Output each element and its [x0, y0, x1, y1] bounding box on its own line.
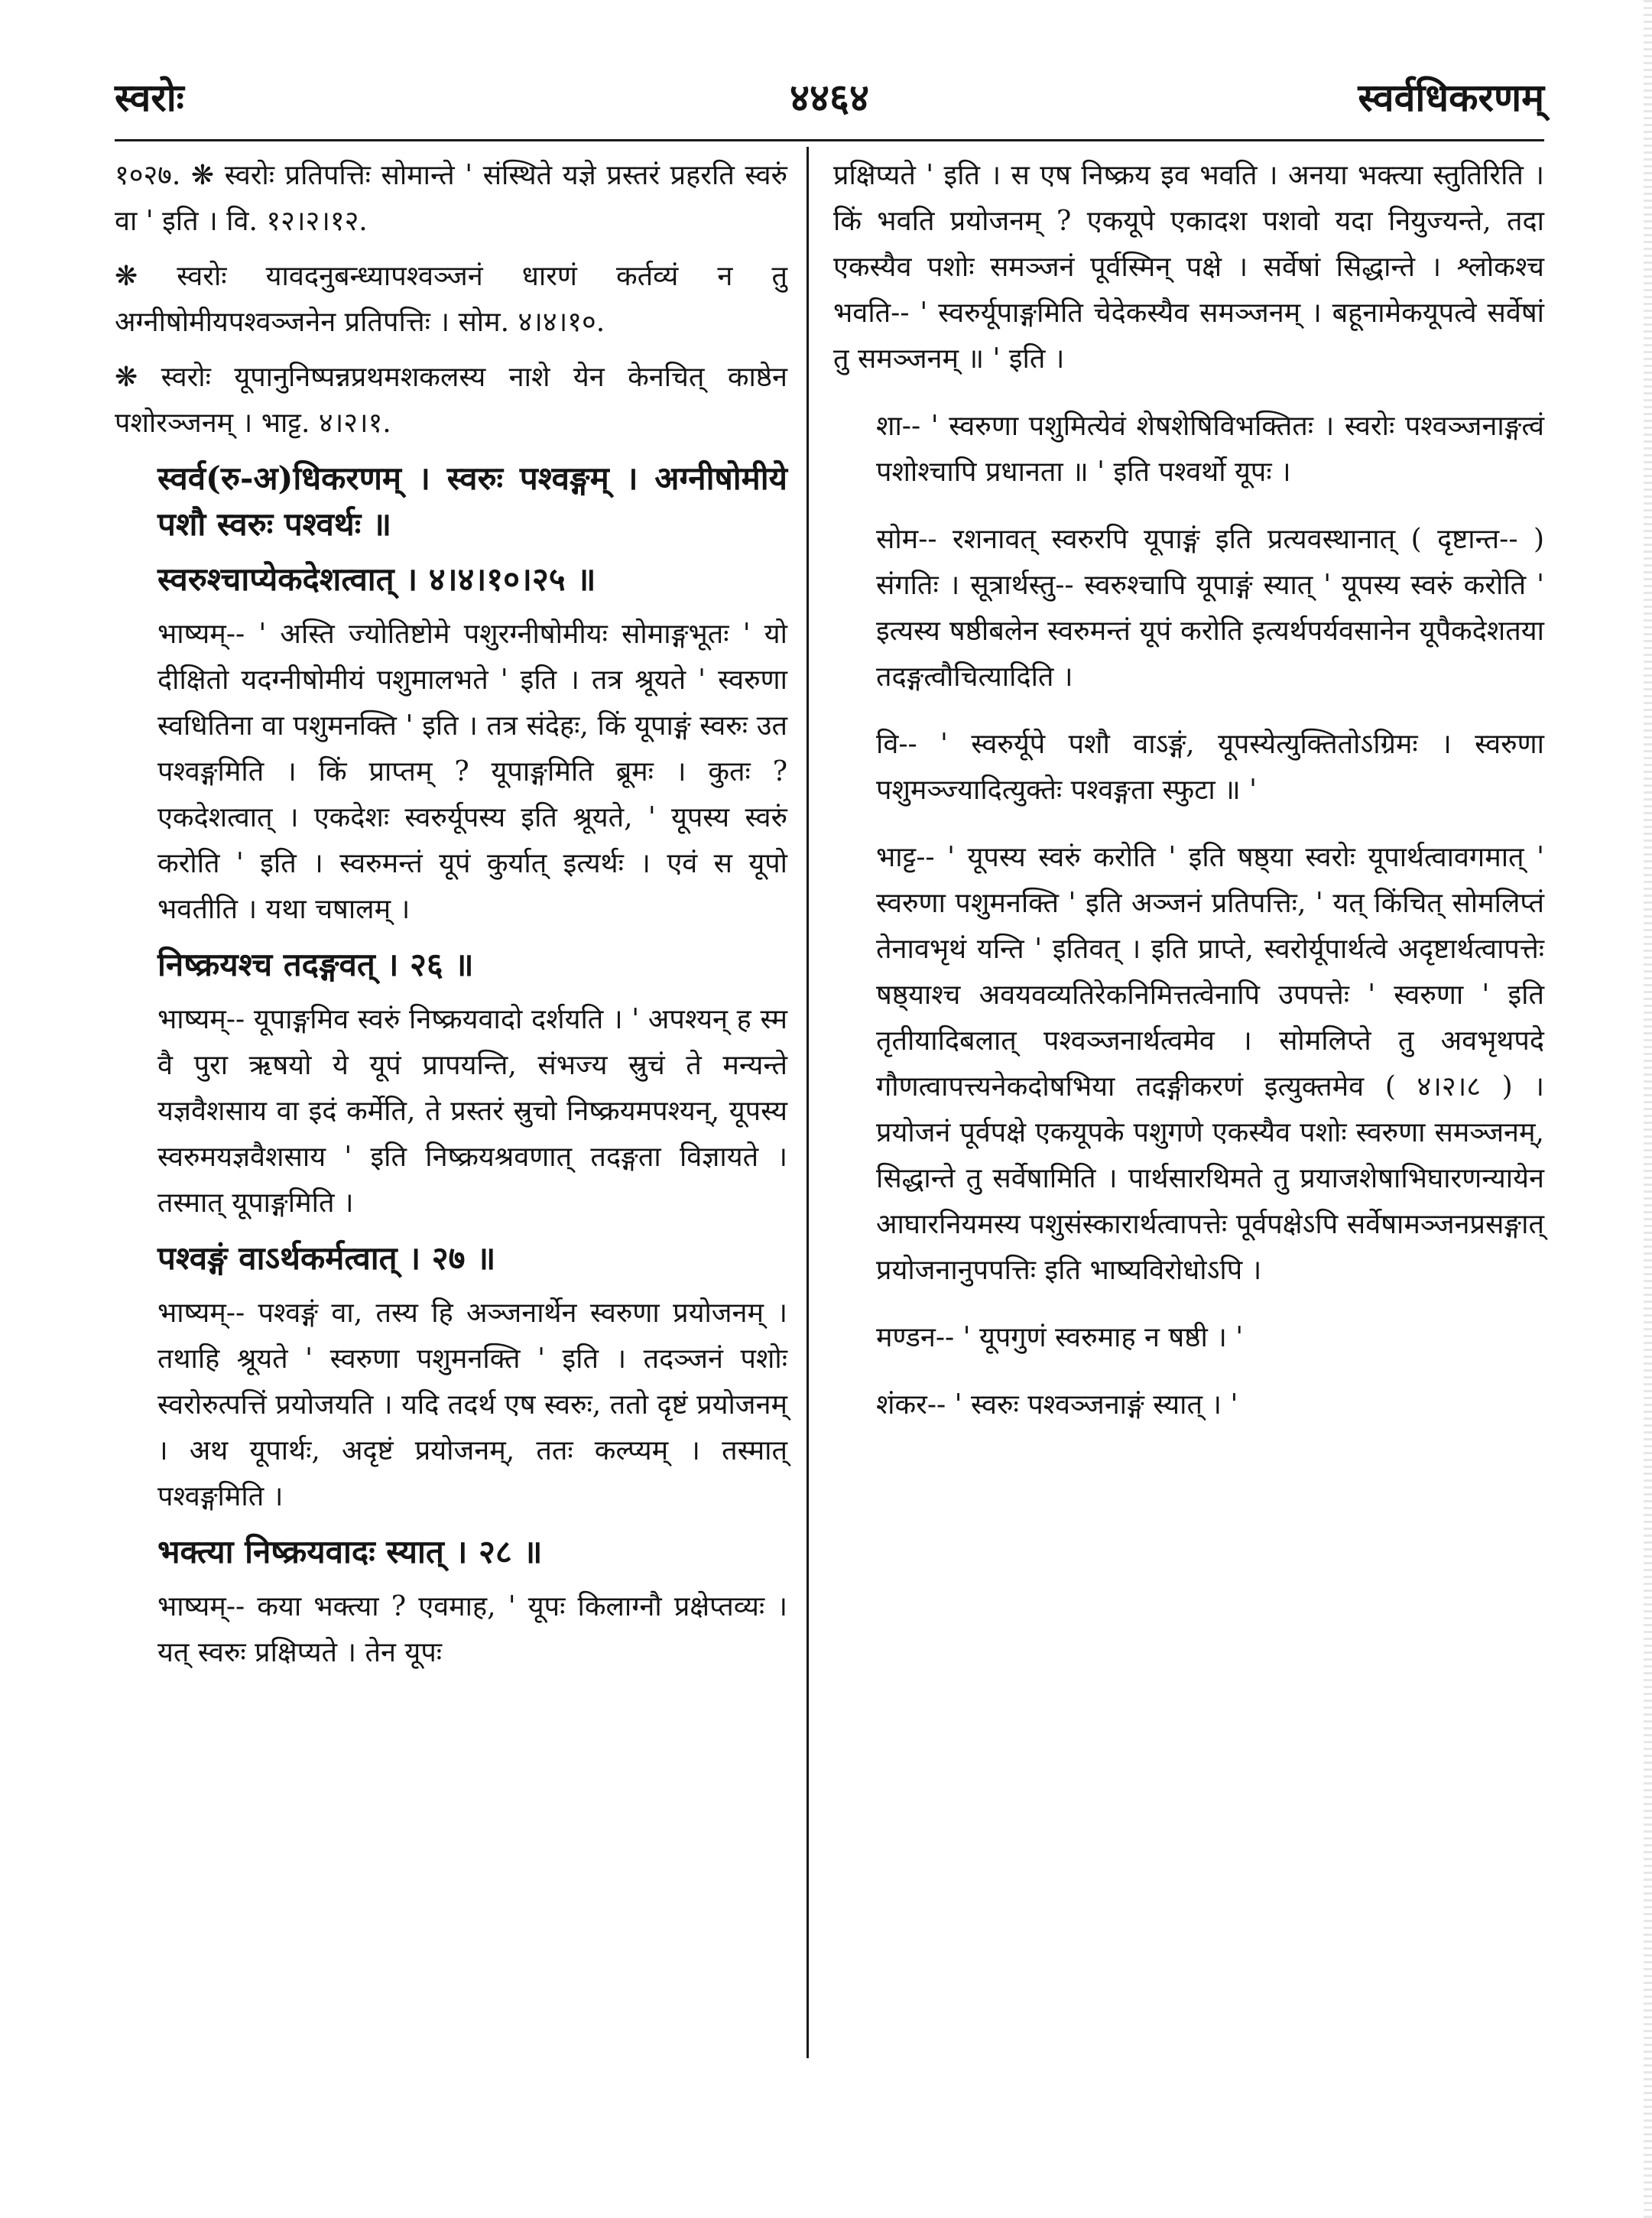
page-header	[115, 70, 1544, 132]
page-number: ४४६४	[790, 75, 869, 120]
commentary-bhatta: भाट्ट-- ' यूपस्य स्वरुं करोति ' इति षष्ठ्या स्वरोः यूपार्थत्वावगमात् ' स्वरुणा पशुमनक्ति ' इति अञ्जनं प्रतिपत्तिः, ' यत् किंचित् सोमलिप्तं तेनावभृथं यन्ति ' इतिवत् । इति प्राप्ते, स्वरोर्यूपार्थत्वे अदृष्टार्थत्वापत्तेः षष्ठ्याश्च अवयवव्यतिरेकनिमित्तत्वेनापि उपपत्तेः ' स्वरुणा ' इति तृतीयादिबलात् पश्वञ्जनार्थत्वमेव । सोमलिप्ते तु अवभृथपदे गौणत्वापत्त्यनेकदोषभिया तदङ्गीकरणं इत्युक्तमेव ( ४।२।८ ) । प्रयोजनं पूर्वपक्षे एकयूपके पशुगणे एकस्यैव पशोः स्वरुणा समञ्जनम्, सिद्धान्ते तु सर्वेषामिति । पार्थसारथिमते तु प्रयाजशेषाभिघारणन्यायेन आघारनियमस्य पशुसंस्कारार्थत्वापत्तेः पूर्वपक्षेऽपि सर्वेषामञ्जनप्रसङ्गात् प्रयोजनानुपपत्तिः इति भाष्यविरोधोऽपि ।	[876, 842, 1544, 1286]
commentary-vi: वि-- ' स्वरुर्यूपे पशौ वाऽङ्गं, यूपस्येत्युक्तितोऽग्रिमः । स्वरुणा पशुमञ्ज्यादित्युक्तेः पश्वङ्गता स्फुटा ॥ '	[876, 729, 1544, 806]
commentary-soma: सोम-- रशनावत् स्वरुरपि यूपाङ्गं इति प्रत्यवस्थानात् ( दृष्टान्त-- ) संगतिः । सूत्रार्थस्तु-- स्वरुश्चापि यूपाङ्गं स्यात् ' यूपस्य स्वरुं करोति ' इत्यस्य षष्ठीबलेन स्वरुमन्तं यूपं करोति इत्यर्थपर्यवसानेन यूपैकदेशतया तदङ्गत्वौचित्यादिति ।	[876, 524, 1544, 693]
commentary-mandana: मण्डन-- ' यूपगुणं स्वरुमाह न षष्ठी । '	[876, 1322, 1244, 1353]
running-head-left: स्वरोः	[115, 75, 184, 120]
sutra-26: निष्क्रयश्च तदङ्गवत् । २६ ॥	[157, 946, 474, 983]
paragraph: प्रक्षिप्यते ' इति । स एष निष्क्रय इव भवति । अनया भक्त्या स्तुतिरिति । किं भवति प्रयोजनम् ? एकयूपे एकादश पशवो यदा नियुज्यन्ते, तदा एकस्यैव पशोः समञ्जनं पूर्वस्मिन् पक्षे । सर्वेषां सिद्धान्ते । श्लोकश्च भवति-- ' स्वरुर्यूपाङ्गमिति चेदेकस्यैव समञ्जनम् । बहूनामेकयूपत्वे सर्वेषां तु समञ्जनम् ॥ ' इति ।	[833, 160, 1544, 375]
sutra-27: पश्वङ्गं वाऽर्थकर्मत्वात् । २७ ॥	[157, 1239, 496, 1277]
adhikarana-heading: स्वर्व(रु-अ)धिकरणम् । स्वरुः पश्वङ्गम् । अग्नीषोमीये पशौ स्वरुः पश्वर्थः ॥	[157, 460, 787, 543]
commentary-sha: शा-- ' स्वरुणा पशुमित्येवं शेषशेषिविभक्तितः । स्वरोः पश्वञ्जनाङ्गत्वं पशोश्चापि प्रधानता ॥ ' इति पश्वर्थो यूपः ।	[876, 411, 1544, 488]
commentary-shankara: शंकर-- ' स्वरुः पश्वञ्जनाङ्गं स्यात् । '	[876, 1389, 1238, 1421]
right-column	[833, 153, 1544, 1437]
header-rule	[115, 139, 1544, 141]
bhashya-paragraph: भाष्यम्-- पश्वङ्गं वा, तस्य हि अञ्जनार्थेन स्वरुणा प्रयोजनम् । तथाहि श्रूयते ' स्वरुणा पशुमनक्ति ' इति । तदञ्जनं पशोः स्वरोरुत्पत्तिं प्रयोजयति । यदि तदर्थ एष स्वरुः, ततो दृष्टं प्रयोजनम् । अथ यूपार्थः, अदृष्टं प्रयोजनम्, ततः कल्प्यम् । तस्मात् पश्वङ्गमिति ।	[157, 1297, 787, 1512]
left-column	[115, 153, 787, 1685]
sutra-25: स्वरुश्चाप्येकदेशत्वात् । ४।४।१०।२५ ॥	[157, 560, 596, 598]
scan-edge	[1644, 0, 1652, 2218]
bhashya-paragraph: भाष्यम्-- ' अस्ति ज्योतिष्टोमे पशुरग्नीषोमीयः सोमाङ्गभूतः ' यो दीक्षितो यदग्नीषोमीयं पशुमालभते ' इति । तत्र श्रूयते ' स्वरुणा स्वधितिना वा पशुमनक्ति ' इति । तत्र संदेहः, किं यूपाङ्गं स्वरुः उत पश्वङ्गमिति । किं प्राप्तम् ? यूपाङ्गमिति ब्रूमः । कुतः ? एकदेशत्वात् । एकदेशः स्वरुर्यूपस्य इति श्रूयते, ' यूपस्य स्वरुं करोति ' इति । स्वरुमन्तं यूपं कुर्यात् इत्यर्थः । एवं स यूपो भवतीति । यथा चषालम् ।	[157, 619, 787, 925]
paragraph: १०२७. ❋ स्वरोः प्रतिपत्तिः सोमान्ते ' संस्थिते यज्ञे प्रस्तरं प्रहरति स्वरुं वा ' इति । वि. १२।२।१२.	[115, 160, 787, 237]
column-divider	[807, 147, 809, 2058]
paragraph: ❋ स्वरोः यूपानुनिष्पन्नप्रथमशकलस्य नाशे येन केनचित् काष्ठेन पशोरञ्जनम् । भाट्ट. ४।२।१.	[115, 362, 787, 439]
running-head-right: स्वर्वधिकरणम्	[1358, 75, 1544, 120]
bhashya-paragraph: भाष्यम्-- यूपाङ्गमिव स्वरुं निष्क्रयवादो दर्शयति । ' अपश्यन् ह स्म वै पुरा ऋषयो ये यूपं प्रापयन्ति, संभज्य स्रुचं ते मन्यन्ते यज्ञवैशसाय वा इदं कर्मेति, ते प्रस्तरं स्रुचो निष्क्रयमपश्यन्, यूपस्य स्वरुमयज्ञवैशसाय ' इति निष्क्रयश्रवणात् तदङ्गता विज्ञायते । तस्मात् यूपाङ्गमिति ।	[157, 1004, 787, 1219]
sutra-28: भक्त्या निष्क्रयवादः स्यात् । २८ ॥	[157, 1533, 543, 1570]
paragraph: ❋ स्वरोः यावदनुबन्ध्यापश्वञ्जनं धारणं कर्तव्यं न तु अग्नीषोमीयपश्वञ्जनेन प्रतिपत्तिः । सोम. ४।४।१०.	[115, 261, 787, 338]
bhashya-paragraph: भाष्यम्-- कया भक्त्या ? एवमाह, ' यूपः किलाग्नौ प्रक्षेप्तव्यः । यत् स्वरुः प्रक्षिप्यते । तेन यूपः	[157, 1591, 787, 1668]
